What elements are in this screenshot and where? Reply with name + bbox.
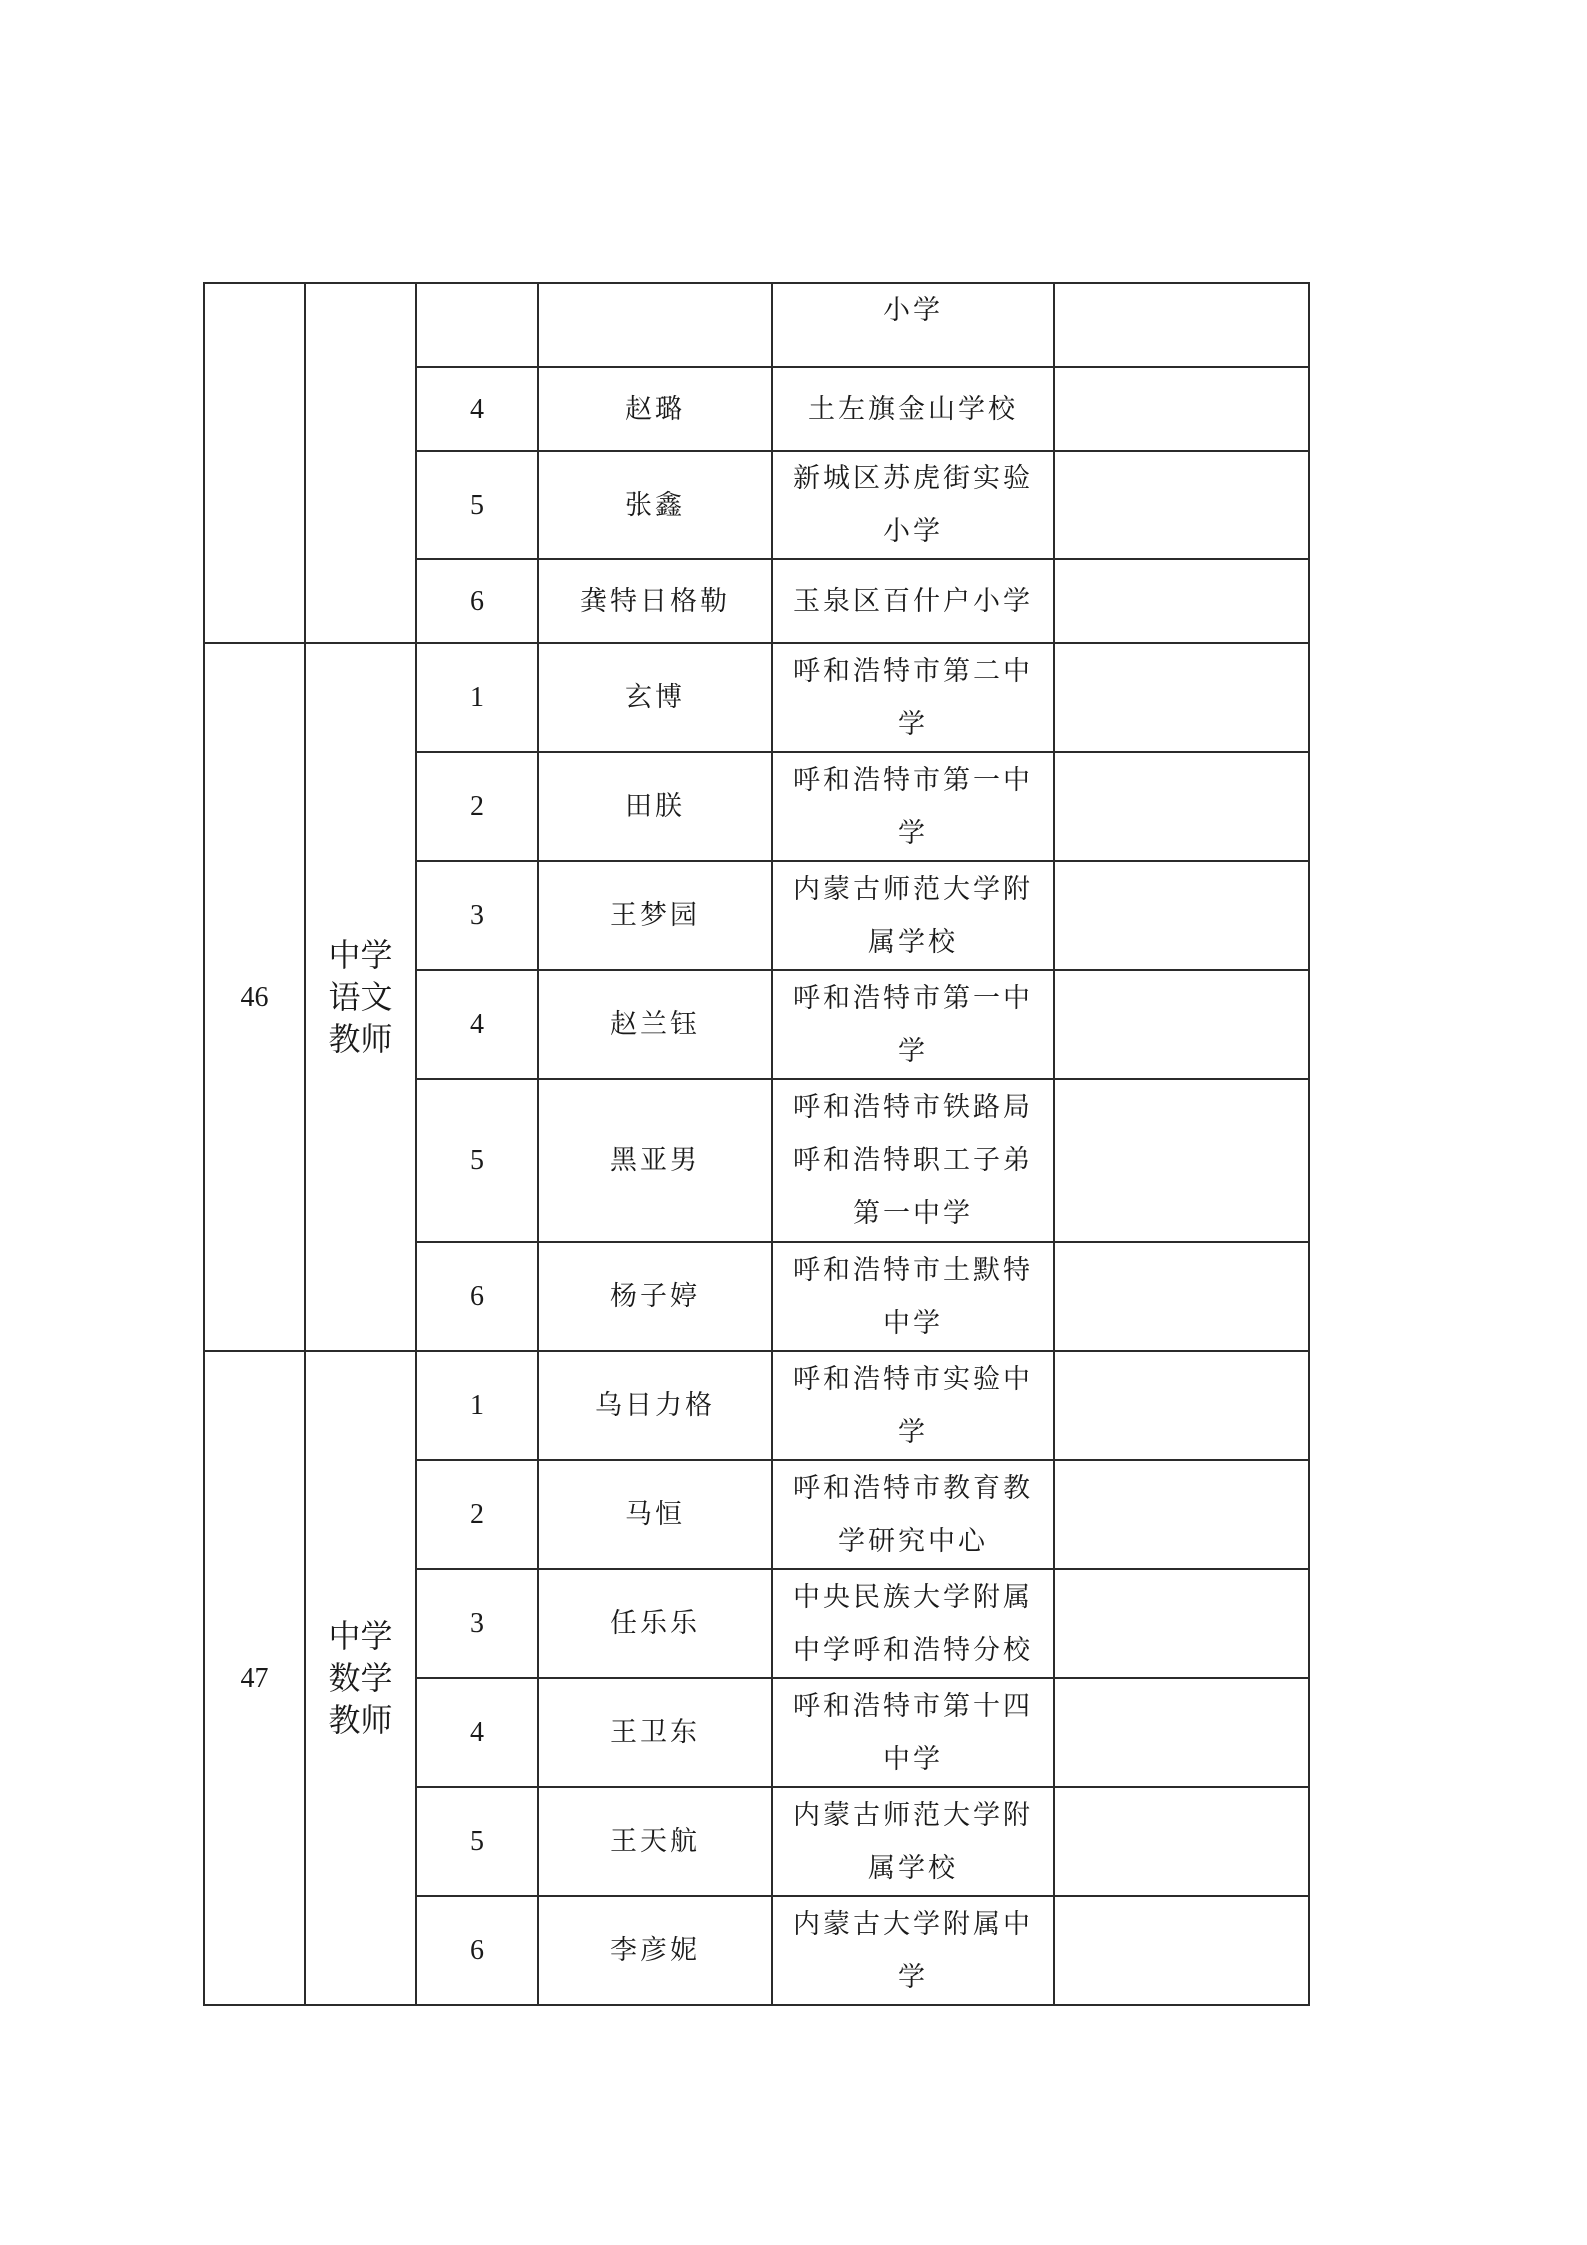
unit-cell: 呼和浩特市第二中 学 xyxy=(772,643,1054,752)
remark-cell xyxy=(1054,559,1309,643)
seq-cell: 3 xyxy=(416,1569,538,1678)
name-cell: 李彦妮 xyxy=(538,1896,772,2005)
name-cell xyxy=(538,283,772,367)
seq-cell: 4 xyxy=(416,367,538,451)
remark-cell xyxy=(1054,1569,1309,1678)
name-cell: 张鑫 xyxy=(538,451,772,559)
seq-cell: 5 xyxy=(416,1787,538,1896)
remark-cell xyxy=(1054,1896,1309,2005)
teacher-list-table xyxy=(203,282,1310,2006)
remark-cell xyxy=(1054,643,1309,752)
seq-cell: 3 xyxy=(416,861,538,970)
seq-cell: 2 xyxy=(416,752,538,861)
name-cell: 王卫东 xyxy=(538,1678,772,1787)
remark-cell xyxy=(1054,1460,1309,1569)
table-row xyxy=(204,643,1309,752)
remark-cell xyxy=(1054,1787,1309,1896)
seq-cell: 5 xyxy=(416,1079,538,1242)
seq-cell: 4 xyxy=(416,1678,538,1787)
seq-cell: 1 xyxy=(416,1351,538,1460)
remark-cell xyxy=(1054,1351,1309,1460)
name-cell: 王梦园 xyxy=(538,861,772,970)
table-row xyxy=(204,283,1309,367)
unit-cell: 呼和浩特市土默特 中学 xyxy=(772,1242,1054,1351)
remark-cell xyxy=(1054,861,1309,970)
unit-cell: 土左旗金山学校 xyxy=(772,367,1054,451)
remark-cell xyxy=(1054,970,1309,1079)
seq-cell: 6 xyxy=(416,559,538,643)
remark-cell xyxy=(1054,1242,1309,1351)
seq-cell: 6 xyxy=(416,1242,538,1351)
seq-cell xyxy=(416,283,538,367)
remark-cell xyxy=(1054,1079,1309,1242)
seq-cell: 6 xyxy=(416,1896,538,2005)
name-cell: 玄博 xyxy=(538,643,772,752)
name-cell: 黑亚男 xyxy=(538,1079,772,1242)
unit-cell: 呼和浩特市第一中 学 xyxy=(772,752,1054,861)
seq-cell: 4 xyxy=(416,970,538,1079)
name-cell: 马恒 xyxy=(538,1460,772,1569)
unit-cell: 呼和浩特市铁路局 呼和浩特职工子弟 第一中学 xyxy=(772,1079,1054,1242)
seq-cell: 5 xyxy=(416,451,538,559)
unit-cell: 中央民族大学附属 中学呼和浩特分校 xyxy=(772,1569,1054,1678)
name-cell: 龚特日格勒 xyxy=(538,559,772,643)
group-number-cell: 46 xyxy=(204,643,305,1351)
unit-cell: 呼和浩特市第十四 中学 xyxy=(772,1678,1054,1787)
unit-cell: 新城区苏虎街实验 小学 xyxy=(772,451,1054,559)
seq-cell: 2 xyxy=(416,1460,538,1569)
unit-cell: 内蒙古大学附属中 学 xyxy=(772,1896,1054,2005)
name-cell: 赵璐 xyxy=(538,367,772,451)
remark-cell xyxy=(1054,283,1309,367)
name-cell: 赵兰钰 xyxy=(538,970,772,1079)
unit-cell: 呼和浩特市第一中 学 xyxy=(772,970,1054,1079)
unit-cell: 内蒙古师范大学附 属学校 xyxy=(772,1787,1054,1896)
unit-cell: 呼和浩特市实验中 学 xyxy=(772,1351,1054,1460)
unit-cell: 呼和浩特市教育教 学研究中心 xyxy=(772,1460,1054,1569)
name-cell: 田朕 xyxy=(538,752,772,861)
name-cell: 杨子婷 xyxy=(538,1242,772,1351)
group-number-cell xyxy=(204,283,305,643)
category-cell xyxy=(305,283,416,643)
remark-cell xyxy=(1054,1678,1309,1787)
remark-cell xyxy=(1054,451,1309,559)
remark-cell xyxy=(1054,367,1309,451)
remark-cell xyxy=(1054,752,1309,861)
name-cell: 乌日力格 xyxy=(538,1351,772,1460)
unit-cell: 小学 xyxy=(772,283,1054,367)
name-cell: 王天航 xyxy=(538,1787,772,1896)
name-cell: 任乐乐 xyxy=(538,1569,772,1678)
unit-cell: 玉泉区百什户小学 xyxy=(772,559,1054,643)
category-cell: 中学 数学 教师 xyxy=(305,1351,416,2005)
unit-cell: 内蒙古师范大学附 属学校 xyxy=(772,861,1054,970)
category-cell: 中学 语文 教师 xyxy=(305,643,416,1351)
seq-cell: 1 xyxy=(416,643,538,752)
group-number-cell: 47 xyxy=(204,1351,305,2005)
table-row xyxy=(204,1351,1309,1460)
